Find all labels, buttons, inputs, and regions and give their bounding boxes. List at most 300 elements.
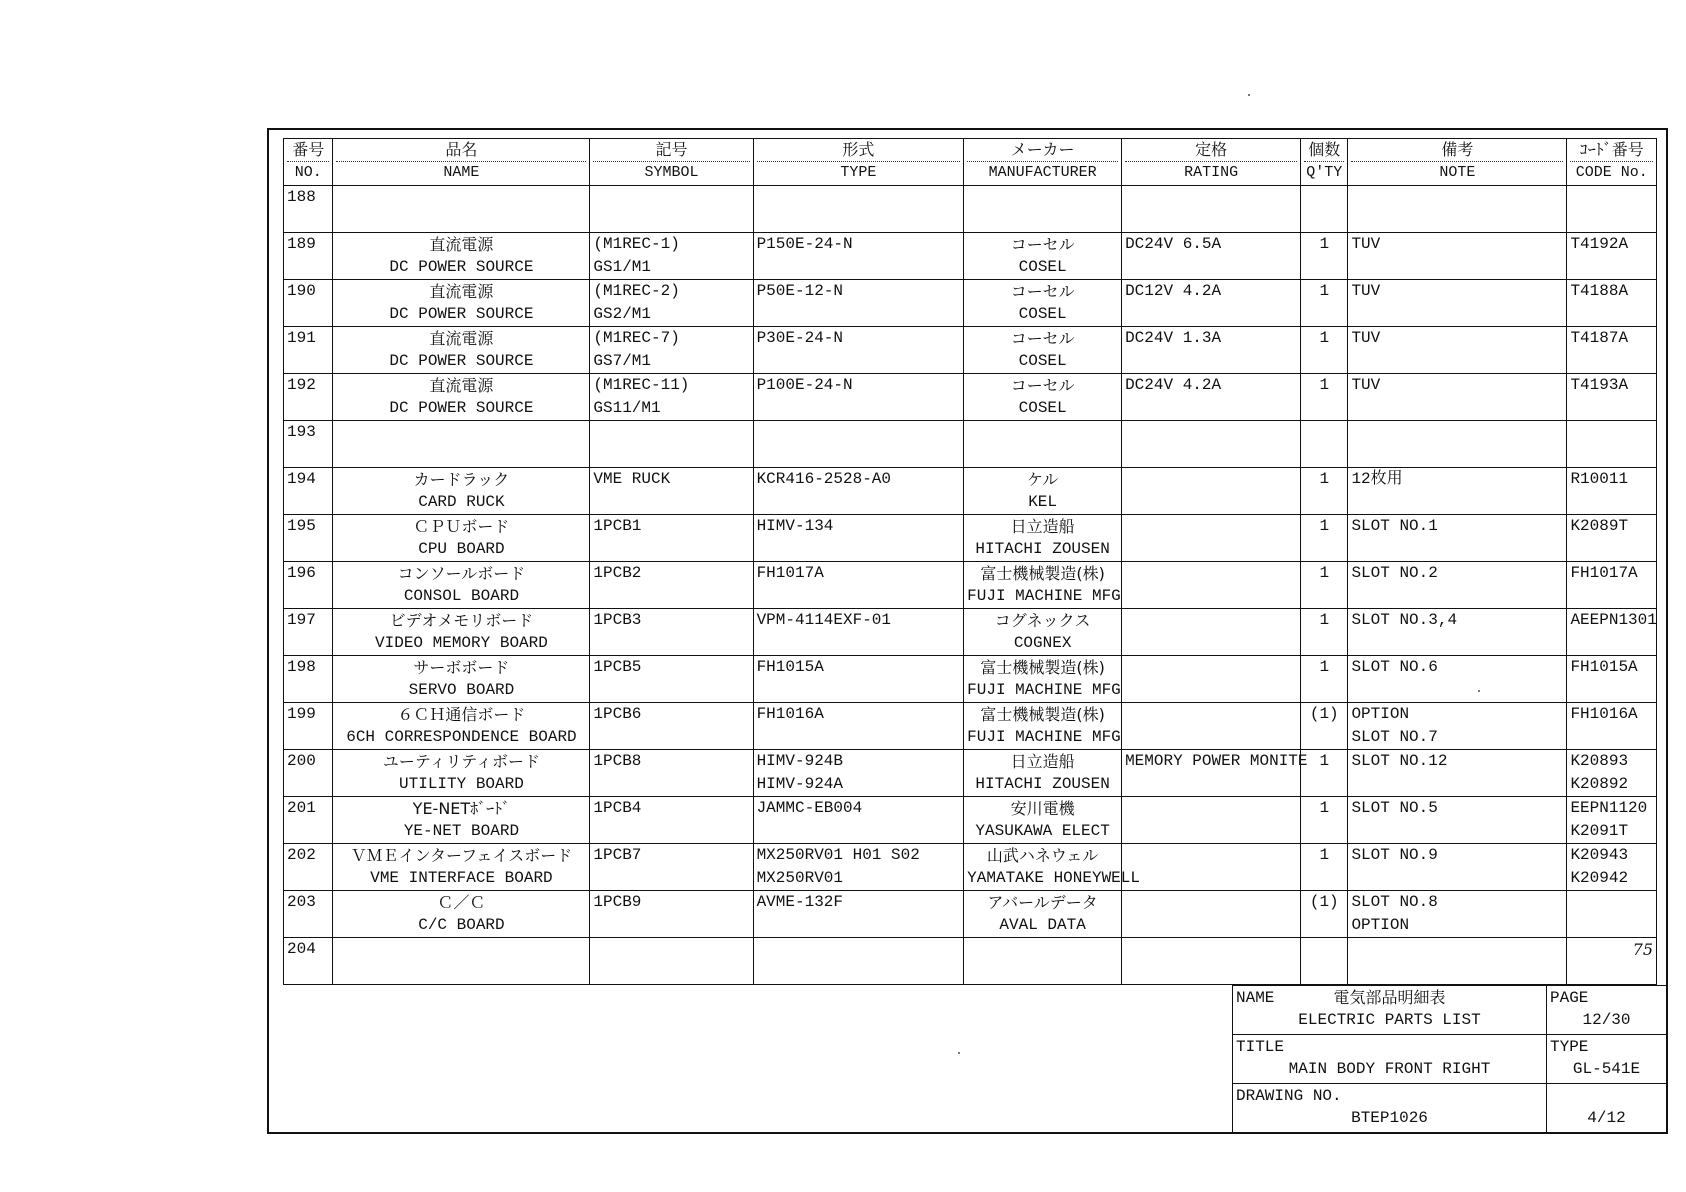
part-name-line2 xyxy=(336,961,586,984)
part-name-line2: DC POWER SOURCE xyxy=(389,305,534,323)
part-type-line1: HIMV-134 xyxy=(756,517,834,535)
part-note-cell xyxy=(1348,938,1567,985)
part-manufacturer-line1: 富士機械製造(株) xyxy=(980,658,1105,677)
item-number: 195 xyxy=(287,517,316,535)
name-cell xyxy=(1233,986,1547,1035)
part-rating-cell xyxy=(1122,280,1301,327)
part-name-line2: DC POWER SOURCE xyxy=(389,258,534,276)
part-name-cell xyxy=(333,750,590,797)
part-manufacturer-line1: 安川電機 xyxy=(1010,799,1075,818)
part-manufacturer-line1: コグネックス xyxy=(994,611,1091,630)
part-manufacturer-line2: YAMATAKE HONEYWELL xyxy=(967,869,1140,887)
part-symbol-line1: 1PCB7 xyxy=(593,846,642,864)
item-number-cell xyxy=(284,186,333,233)
item-number-cell xyxy=(284,280,333,327)
part-quantity: 1 xyxy=(1319,282,1330,300)
item-number-cell xyxy=(284,844,333,891)
part-note-cell xyxy=(1348,844,1567,891)
part-type-cell xyxy=(753,938,964,985)
part-note-line2 xyxy=(1351,585,1563,608)
drawing-cell xyxy=(1233,1084,1547,1133)
part-symbol-line2 xyxy=(593,773,749,796)
column-header-en: Q'TY xyxy=(1306,164,1343,181)
part-code-line1: K2089T xyxy=(1570,517,1629,535)
part-type-cell xyxy=(753,233,964,280)
part-name-cell xyxy=(333,938,590,985)
part-manufacturer-line2: AVAL DATA xyxy=(999,916,1086,934)
part-name-line1: ビデオメモリボード xyxy=(389,611,534,630)
table-row xyxy=(284,797,1657,844)
part-code-line2 xyxy=(1570,538,1653,561)
part-note-line1: TUV xyxy=(1351,329,1381,347)
part-name-line1 xyxy=(336,421,586,444)
item-number: 204 xyxy=(287,940,316,958)
part-symbol-line2 xyxy=(593,491,749,514)
drawing-value: BTEP1026 xyxy=(1351,1109,1428,1127)
column-header-en: SYMBOL xyxy=(644,164,699,181)
part-symbol-cell xyxy=(590,186,753,233)
part-symbol-cell xyxy=(590,609,753,656)
part-note-cell xyxy=(1348,468,1567,515)
title-block xyxy=(1232,985,1667,1133)
part-note-line1: 12枚用 xyxy=(1351,470,1403,488)
part-code-line1: T4188A xyxy=(1570,282,1629,300)
part-code-line2 xyxy=(1570,444,1653,467)
part-manufacturer-line1: コーセル xyxy=(1010,376,1075,395)
part-note-cell xyxy=(1348,186,1567,233)
part-manufacturer-line2: COSEL xyxy=(1018,258,1067,276)
item-number: 199 xyxy=(287,705,316,723)
part-type-line2 xyxy=(757,538,961,561)
part-note-cell xyxy=(1348,562,1567,609)
item-number: 189 xyxy=(287,235,316,253)
title-label: TITLE xyxy=(1236,1038,1285,1056)
part-code-line1: T4187A xyxy=(1570,329,1629,347)
part-rating-cell xyxy=(1122,233,1301,280)
part-type-line2 xyxy=(757,726,961,749)
part-code-cell xyxy=(1567,515,1657,562)
part-note-line1: SLOT NO.1 xyxy=(1351,517,1438,535)
table-row xyxy=(284,750,1657,797)
part-rating xyxy=(1125,844,1297,867)
part-quantity: 1 xyxy=(1319,470,1330,488)
item-number: 190 xyxy=(287,282,316,300)
part-manufacturer-line1: 富士機械製造(株) xyxy=(980,705,1105,724)
item-number-cell xyxy=(284,609,333,656)
part-rating xyxy=(1125,656,1297,679)
part-symbol-line2 xyxy=(593,585,749,608)
part-name-cell xyxy=(333,609,590,656)
handwritten-page-mark: 75 xyxy=(1632,940,1653,959)
part-symbol-line1 xyxy=(593,938,749,961)
part-name-line2: SERVO BOARD xyxy=(408,681,515,699)
part-name-cell xyxy=(333,327,590,374)
part-symbol-line2 xyxy=(593,679,749,702)
part-quantity-cell xyxy=(1301,609,1348,656)
part-rating-cell xyxy=(1122,515,1301,562)
part-quantity-cell xyxy=(1301,750,1348,797)
part-name-cell xyxy=(333,656,590,703)
part-type-line1: AVME-132F xyxy=(756,893,843,911)
item-number-cell xyxy=(284,468,333,515)
item-number-cell xyxy=(284,421,333,468)
part-type-cell xyxy=(753,703,964,750)
part-manufacturer-cell xyxy=(964,750,1122,797)
part-code-line1: EEPN1120 xyxy=(1570,799,1648,817)
part-type-line2 xyxy=(757,679,961,702)
table-row xyxy=(284,844,1657,891)
item-number-cell xyxy=(284,656,333,703)
part-code-line1: FH1016A xyxy=(1570,705,1638,723)
part-name-line2 xyxy=(336,209,586,232)
item-number-cell xyxy=(284,515,333,562)
part-manufacturer-line1: 山武ハネウェル xyxy=(986,846,1099,865)
part-name-line1: ＶＭＥインターフェイスボード xyxy=(350,846,573,865)
part-name-line1: ユーティリティボード xyxy=(382,752,540,771)
part-rating xyxy=(1125,703,1297,726)
part-type-line1 xyxy=(757,938,961,961)
part-symbol-cell xyxy=(590,327,753,374)
item-number-cell xyxy=(284,703,333,750)
title-value: MAIN BODY FRONT RIGHT xyxy=(1288,1060,1491,1078)
part-note-cell xyxy=(1348,515,1567,562)
part-manufacturer-line2: COSEL xyxy=(1018,305,1067,323)
part-code-line2 xyxy=(1570,679,1653,702)
part-code-cell xyxy=(1567,938,1657,985)
part-rating-cell xyxy=(1122,186,1301,233)
table-row xyxy=(284,891,1657,938)
part-note-cell xyxy=(1348,750,1567,797)
part-note-line2 xyxy=(1351,679,1563,702)
sheet-cell xyxy=(1547,1084,1667,1133)
part-symbol-cell xyxy=(590,515,753,562)
part-symbol-cell xyxy=(590,891,753,938)
part-code-cell xyxy=(1567,233,1657,280)
part-type-cell xyxy=(753,891,964,938)
item-number-cell xyxy=(284,233,333,280)
column-header-en: NAME xyxy=(443,164,480,181)
part-rating: DC12V 4.2A xyxy=(1125,282,1222,300)
part-note-line1: SLOT NO.2 xyxy=(1351,564,1438,582)
part-name-cell xyxy=(333,421,590,468)
part-type-line1: JAMMC-EB004 xyxy=(756,799,863,817)
item-number-cell xyxy=(284,938,333,985)
table-row xyxy=(284,515,1657,562)
part-manufacturer-cell xyxy=(964,186,1122,233)
table-row xyxy=(284,703,1657,750)
name-jp: 電気部品明細表 xyxy=(1333,988,1446,1007)
part-note-cell xyxy=(1348,797,1567,844)
part-code-cell xyxy=(1567,327,1657,374)
part-note-line2: SLOT NO.7 xyxy=(1351,728,1438,746)
item-number: 203 xyxy=(287,893,316,911)
part-code-line2 xyxy=(1570,491,1653,514)
part-note-cell xyxy=(1348,421,1567,468)
part-code-line2 xyxy=(1570,209,1653,232)
part-type-line2 xyxy=(757,820,961,843)
page-label: PAGE xyxy=(1550,989,1589,1007)
part-note-cell xyxy=(1348,327,1567,374)
title-cell xyxy=(1233,1035,1547,1084)
part-manufacturer-line2: COSEL xyxy=(1018,399,1067,417)
part-symbol-line1: (M1REC-2) xyxy=(593,282,680,300)
part-manufacturer-cell xyxy=(964,797,1122,844)
part-note-cell xyxy=(1348,703,1567,750)
part-name-cell xyxy=(333,891,590,938)
scan-speck xyxy=(958,1052,960,1054)
column-header-jp: 備考 xyxy=(1351,139,1563,162)
part-quantity xyxy=(1304,938,1344,961)
column-header xyxy=(753,139,964,186)
column-header-jp: 形式 xyxy=(757,139,961,162)
part-symbol-line1: 1PCB4 xyxy=(593,799,642,817)
part-code-line2 xyxy=(1570,726,1653,749)
column-header-jp: ｺｰﾄﾞ番号 xyxy=(1570,139,1653,162)
part-manufacturer-line2 xyxy=(967,444,1118,467)
part-type-line2 xyxy=(757,632,961,655)
part-type-line2 xyxy=(757,444,961,467)
table-row xyxy=(284,562,1657,609)
part-quantity-cell xyxy=(1301,891,1348,938)
part-name-cell xyxy=(333,562,590,609)
item-number-cell xyxy=(284,327,333,374)
part-quantity-cell xyxy=(1301,421,1348,468)
part-symbol-line1: 1PCB3 xyxy=(593,611,642,629)
part-type-line1: FH1017A xyxy=(756,564,824,582)
item-number-cell xyxy=(284,374,333,421)
part-type-line1: FH1015A xyxy=(756,658,824,676)
part-note-line1: SLOT NO.8 xyxy=(1351,893,1438,911)
part-note-line1: TUV xyxy=(1351,282,1381,300)
part-code-line1: T4192A xyxy=(1570,235,1629,253)
part-note-line2 xyxy=(1351,444,1563,467)
part-symbol-line2 xyxy=(593,726,749,749)
part-name-line2: C/C BOARD xyxy=(418,916,505,934)
part-rating: MEMORY POWER MONITE xyxy=(1125,752,1308,770)
part-name-line1: ＣＰＵボード xyxy=(413,517,510,536)
part-quantity-cell xyxy=(1301,280,1348,327)
part-manufacturer-line1 xyxy=(967,421,1118,444)
part-manufacturer-cell xyxy=(964,374,1122,421)
part-type-line2 xyxy=(757,350,961,373)
column-header-en: CODE No. xyxy=(1575,164,1648,181)
part-manufacturer-line2 xyxy=(967,961,1118,984)
part-manufacturer-line1: 日立造船 xyxy=(1010,517,1075,536)
part-type-line1: KCR416-2528-A0 xyxy=(756,470,891,488)
column-header-en: MANUFACTURER xyxy=(988,164,1097,181)
part-note-line1: SLOT NO.6 xyxy=(1351,658,1438,676)
part-rating-cell xyxy=(1122,421,1301,468)
part-note-line2 xyxy=(1351,491,1563,514)
part-code-line1: FH1017A xyxy=(1570,564,1638,582)
part-note-line1 xyxy=(1351,186,1563,209)
column-header-jp: 品名 xyxy=(336,139,586,162)
part-type-line1 xyxy=(757,421,961,444)
part-quantity-cell xyxy=(1301,703,1348,750)
part-code-line2: K20892 xyxy=(1570,775,1629,793)
part-code-cell xyxy=(1567,280,1657,327)
part-quantity: (1) xyxy=(1309,893,1339,911)
part-quantity xyxy=(1304,186,1344,209)
part-rating xyxy=(1125,468,1297,491)
part-note-line1: TUV xyxy=(1351,235,1381,253)
part-type-line2 xyxy=(757,491,961,514)
part-quantity-cell xyxy=(1301,656,1348,703)
part-manufacturer-line2: FUJI MACHINE MFG xyxy=(967,681,1121,699)
part-note-line2 xyxy=(1351,397,1563,420)
column-header-jp: 番号 xyxy=(287,139,329,162)
part-note-line2: OPTION xyxy=(1351,916,1410,934)
part-symbol-line2: GS11/M1 xyxy=(593,399,661,417)
part-quantity: 1 xyxy=(1319,752,1330,770)
part-name-line2: DC POWER SOURCE xyxy=(389,352,534,370)
part-symbol-line1: (M1REC-1) xyxy=(593,235,680,253)
table-row xyxy=(284,421,1657,468)
part-name-line1: 直流電源 xyxy=(429,282,494,301)
part-type-cell xyxy=(753,468,964,515)
part-manufacturer-cell xyxy=(964,562,1122,609)
part-manufacturer-cell xyxy=(964,891,1122,938)
part-type-cell xyxy=(753,515,964,562)
part-rating-cell xyxy=(1122,844,1301,891)
part-name-cell xyxy=(333,280,590,327)
table-row xyxy=(284,656,1657,703)
part-quantity: 1 xyxy=(1319,658,1330,676)
part-type-cell xyxy=(753,609,964,656)
part-type-line1: P100E-24-N xyxy=(756,376,853,394)
part-type-cell xyxy=(753,280,964,327)
part-name-line1: 直流電源 xyxy=(429,329,494,348)
part-code-line1: T4193A xyxy=(1570,376,1629,394)
part-manufacturer-cell xyxy=(964,421,1122,468)
part-name-line2 xyxy=(336,444,586,467)
part-manufacturer-cell xyxy=(964,938,1122,985)
part-type-line1: FH1016A xyxy=(756,705,824,723)
drawing-label: DRAWING NO. xyxy=(1236,1087,1342,1105)
part-manufacturer-line2: KEL xyxy=(1028,493,1058,511)
item-number: 192 xyxy=(287,376,316,394)
column-header-jp: メーカー xyxy=(967,139,1118,162)
item-number: 194 xyxy=(287,470,316,488)
column-header-jp: 記号 xyxy=(593,139,749,162)
part-note-line1: SLOT NO.9 xyxy=(1351,846,1438,864)
part-type-line1: P50E-12-N xyxy=(756,282,843,300)
part-name-cell xyxy=(333,797,590,844)
part-quantity-cell xyxy=(1301,562,1348,609)
part-symbol-cell xyxy=(590,703,753,750)
part-manufacturer-cell xyxy=(964,656,1122,703)
part-code-line1: R10011 xyxy=(1570,470,1629,488)
part-type-line1: VPM-4114EXF-01 xyxy=(756,611,891,629)
part-code-cell xyxy=(1567,374,1657,421)
part-code-cell xyxy=(1567,468,1657,515)
part-name-cell xyxy=(333,703,590,750)
part-type-line2: MX250RV01 xyxy=(756,869,843,887)
scan-speck xyxy=(1478,690,1480,692)
part-symbol-line2 xyxy=(593,961,749,984)
part-name-line1: サーボボード xyxy=(413,658,510,677)
item-number: 193 xyxy=(287,423,316,441)
part-symbol-line2 xyxy=(593,632,749,655)
table-row xyxy=(284,938,1657,985)
part-code-cell xyxy=(1567,703,1657,750)
part-symbol-cell xyxy=(590,421,753,468)
part-code-line1: FH1015A xyxy=(1570,658,1638,676)
part-manufacturer-line2: FUJI MACHINE MFG xyxy=(967,728,1121,746)
part-name-line2: VIDEO MEMORY BOARD xyxy=(375,634,548,652)
part-type-line2 xyxy=(757,914,961,937)
part-name-line1: コンソールボード xyxy=(397,564,526,583)
column-header xyxy=(284,139,333,186)
part-rating xyxy=(1125,515,1297,538)
part-symbol-line1 xyxy=(593,421,749,444)
part-manufacturer-cell xyxy=(964,468,1122,515)
part-type-line2 xyxy=(757,961,961,984)
column-header xyxy=(1348,139,1567,186)
part-manufacturer-line2: YASUKAWA ELECT xyxy=(975,822,1110,840)
part-rating xyxy=(1125,186,1297,209)
part-name-line1: YE-NETﾎﾞｰﾄﾞ xyxy=(412,799,511,818)
part-note-cell xyxy=(1348,656,1567,703)
part-code-cell xyxy=(1567,891,1657,938)
part-name-line2: CONSOL BOARD xyxy=(403,587,520,605)
parts-table xyxy=(283,138,1657,985)
page-cell xyxy=(1547,986,1667,1035)
part-rating: DC24V 4.2A xyxy=(1125,376,1222,394)
item-number-cell xyxy=(284,750,333,797)
part-note-line1: SLOT NO.3,4 xyxy=(1351,611,1458,629)
part-quantity: 1 xyxy=(1319,517,1330,535)
part-symbol-cell xyxy=(590,233,753,280)
part-type-line1: P30E-24-N xyxy=(756,329,843,347)
part-rating-cell xyxy=(1122,750,1308,797)
part-note-cell xyxy=(1348,609,1567,656)
part-symbol-line2: GS1/M1 xyxy=(593,258,651,276)
part-code-line1 xyxy=(1570,421,1653,444)
part-symbol-line2: GS7/M1 xyxy=(593,352,651,370)
part-note-line2 xyxy=(1351,820,1563,843)
part-quantity: 1 xyxy=(1319,376,1330,394)
part-type-line2 xyxy=(757,397,961,420)
part-quantity: 1 xyxy=(1319,846,1330,864)
part-rating xyxy=(1125,609,1297,632)
part-name-cell xyxy=(333,515,590,562)
part-manufacturer-line1: コーセル xyxy=(1010,282,1075,301)
part-type-line2 xyxy=(757,256,961,279)
part-code-line2 xyxy=(1570,585,1653,608)
part-note-line1: TUV xyxy=(1351,376,1381,394)
scan-speck xyxy=(1248,94,1250,96)
table-row xyxy=(284,280,1657,327)
part-code-cell xyxy=(1567,609,1657,656)
part-symbol-cell xyxy=(590,468,753,515)
part-symbol-line2: GS2/M1 xyxy=(593,305,651,323)
part-type-line2 xyxy=(757,303,961,326)
part-note-line2 xyxy=(1351,256,1563,279)
table-row xyxy=(284,468,1657,515)
part-quantity: 1 xyxy=(1319,799,1330,817)
part-symbol-line1: 1PCB6 xyxy=(593,705,642,723)
part-note-line1 xyxy=(1351,421,1563,444)
part-name-line1: ６ＣＨ通信ボード xyxy=(397,705,526,724)
column-header xyxy=(1301,139,1348,186)
part-name-line2: UTILITY BOARD xyxy=(399,775,524,793)
part-note-line2 xyxy=(1351,350,1563,373)
part-type-cell xyxy=(753,327,964,374)
part-symbol-cell xyxy=(590,938,753,985)
part-type-line1 xyxy=(757,186,961,209)
column-header xyxy=(590,139,753,186)
